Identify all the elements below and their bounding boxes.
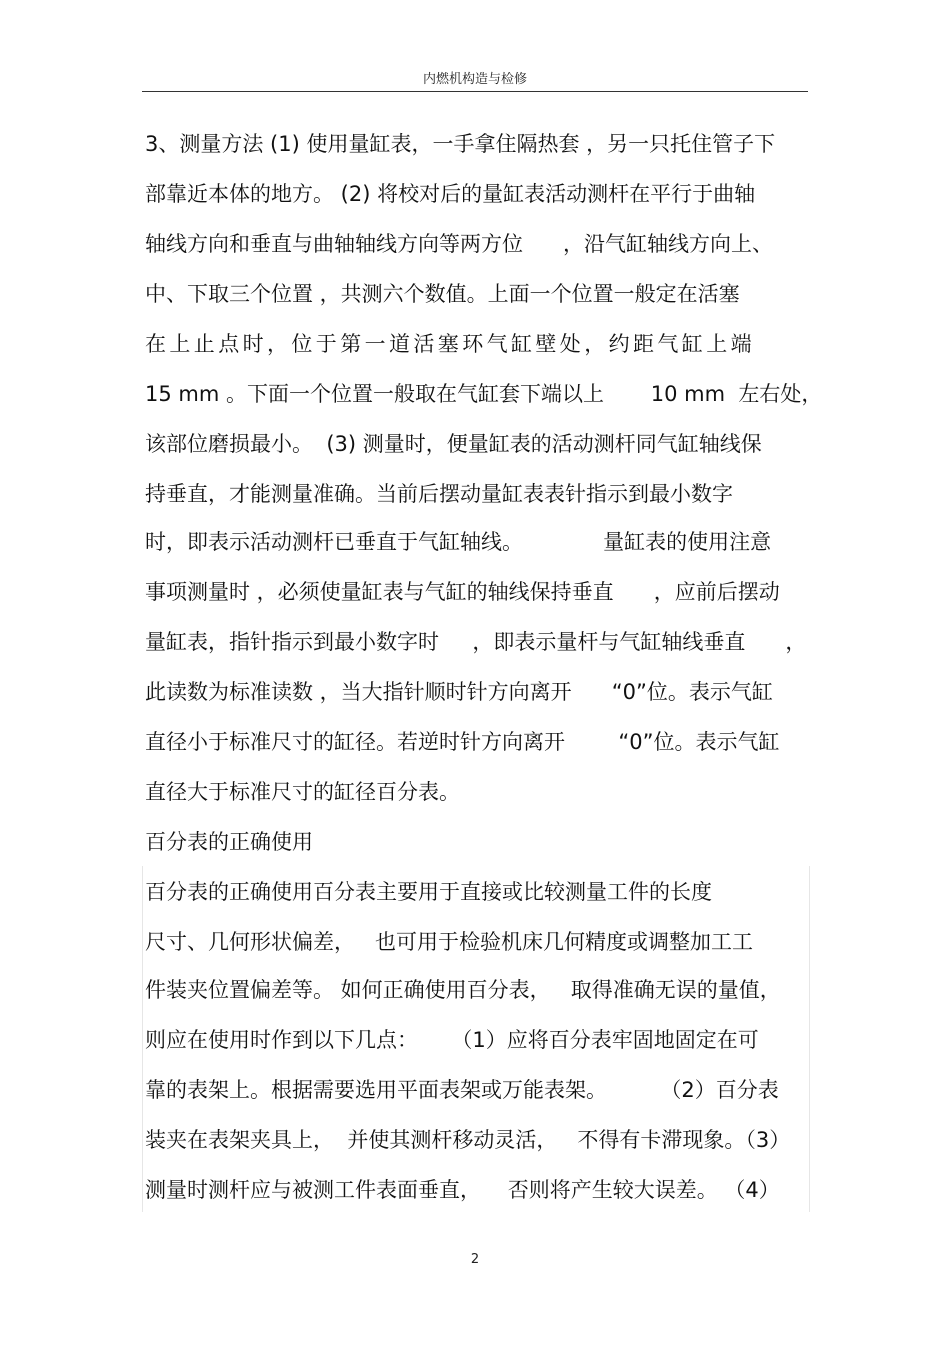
page-number: 2: [470, 1252, 480, 1267]
section-line: 尺寸、几何形状偏差， 也可用于检验机床几何精度或调整加工工: [145, 930, 754, 954]
body-line: 轴线方向和垂直与曲轴轴线方向等两方位 ，沿气缸轴线方向上、: [145, 232, 774, 256]
body-line: 该部位磨损最小。 (3) 测量时，便量缸表的活动测杆同气缸轴线保: [145, 432, 762, 456]
section-line: 装夹在表架夹具上， 并使其测杆移动灵活， 不得有卡滞现象。（3）: [145, 1128, 791, 1152]
body-line: 在上止点时，位于第一道活塞环气缸壁处，约距气缸上端: [145, 332, 755, 356]
header-rule: [142, 91, 808, 92]
body-line: 部靠近本体的地方。 (2) 将校对后的量缸表活动测杆在平行于曲轴: [145, 182, 756, 206]
body-line: 15 mm 。下面一个位置一般取在气缸套下端以上 10 mm 左右处，: [145, 382, 823, 406]
body-line: 直径小于标准尺寸的缸径。若逆时针方向离开 “0”位。表示气缸: [145, 730, 780, 754]
body-line: 此读数为标准读数 ，当大指针顺时针方向离开 “0”位。表示气缸: [145, 680, 773, 704]
body-line: 时，即表示活动测杆已垂直于气缸轴线。 量缸表的使用注意: [145, 530, 772, 554]
body-line: 持垂直，才能测量准确。当前后摆动量缸表表针指示到最小数字: [145, 482, 733, 506]
body-line: 直径大于标准尺寸的缸径百分表。: [145, 780, 460, 804]
section-title: 百分表的正确使用: [145, 830, 313, 854]
section-line: 则应在使用时作到以下几点： （1）应将百分表牢固地固定在可: [145, 1028, 759, 1052]
body-line: 3、测量方法 (1) 使用量缸表，一手拿住隔热套 ，另一只托住管子下: [145, 132, 776, 156]
section-line: 百分表的正确使用百分表主要用于直接或比较测量工件的长度: [145, 880, 712, 904]
section-line: 测量时测杆应与被测工件表面垂直， 否则将产生较大误差。 （4）: [145, 1178, 780, 1202]
section-line: 件装夹位置偏差等。 如何正确使用百分表， 取得准确无误的量值，: [145, 978, 781, 1002]
running-header: 内燃机构造与检修: [422, 72, 527, 87]
body-line: 事项测量时 ，必须使量缸表与气缸的轴线保持垂直 ，应前后摆动: [145, 580, 780, 604]
body-line: 中、下取三个位置 ，共测六个数值。上面一个位置一般定在活塞: [145, 282, 740, 306]
section-line: 靠的表架上。根据需要选用平面表架或万能表架。 （2）百分表: [145, 1078, 779, 1102]
body-line: 量缸表，指针指示到最小数字时 ，即表示量杆与气缸轴线垂直 ，: [145, 630, 807, 654]
